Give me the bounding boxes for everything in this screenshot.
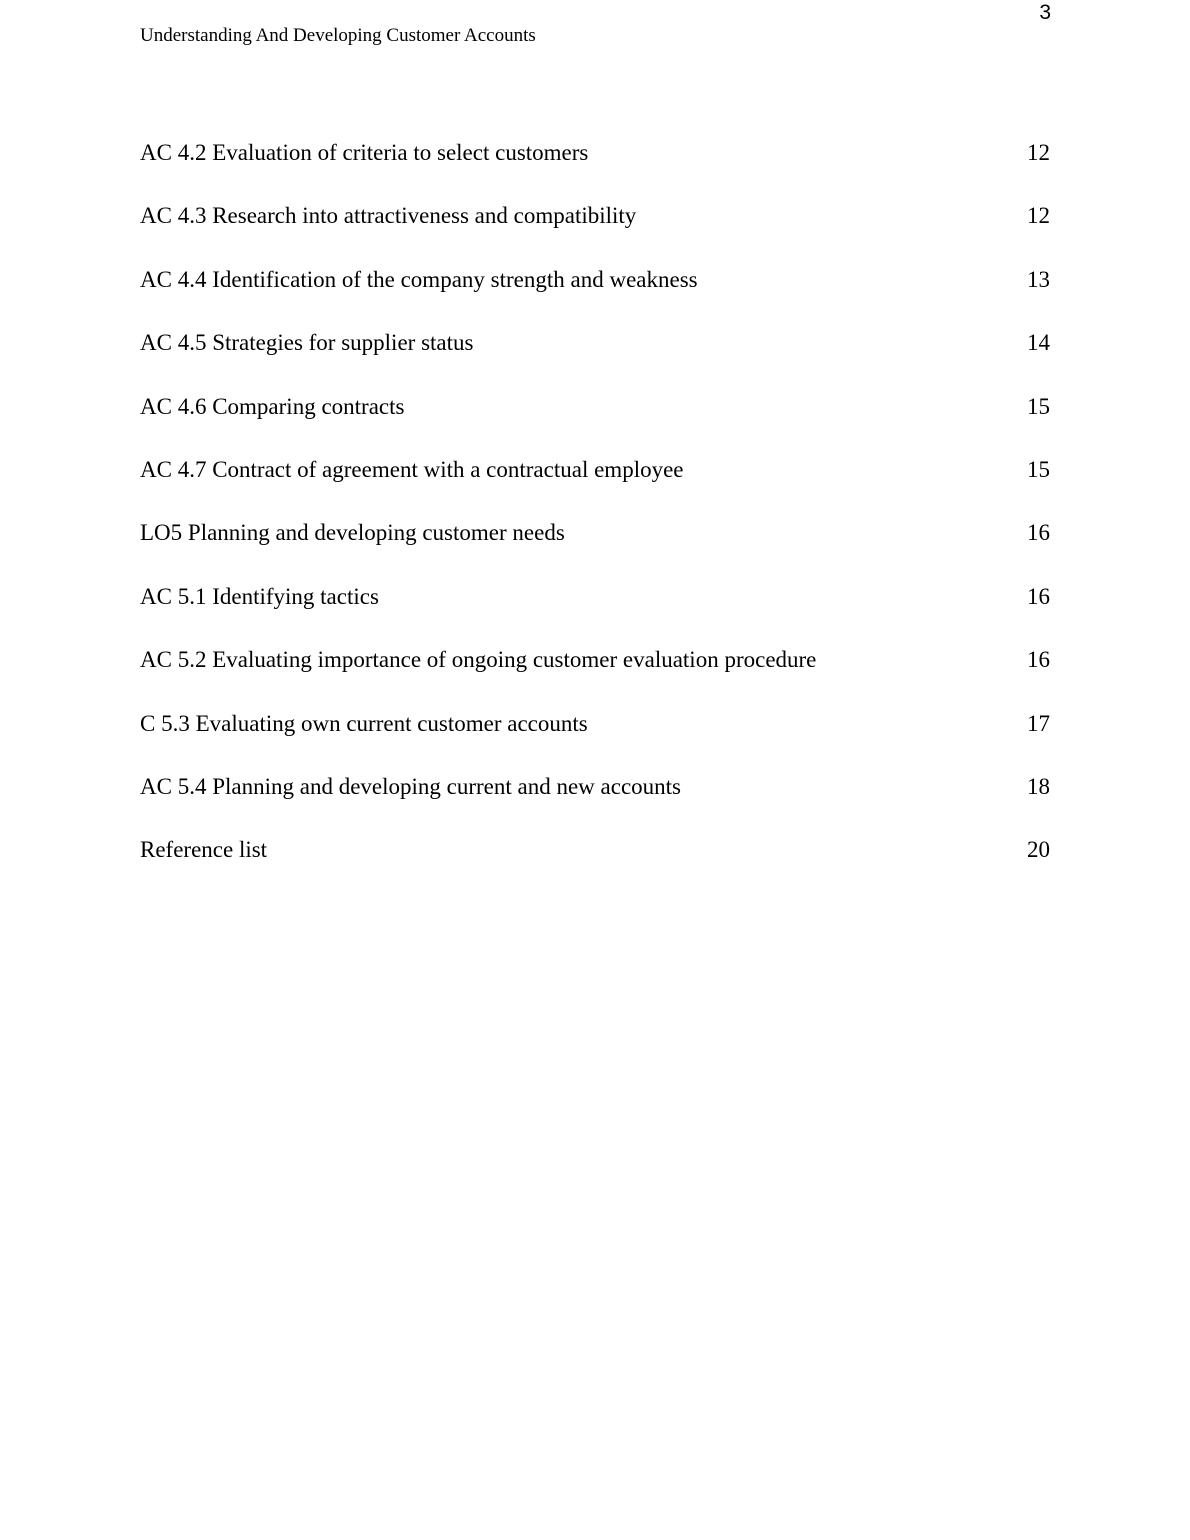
toc-entry[interactable] bbox=[140, 517, 1050, 580]
toc-entry-page: 14 bbox=[1027, 327, 1050, 359]
toc-entry-title: Reference list bbox=[140, 837, 268, 863]
toc-entry[interactable] bbox=[140, 771, 1050, 834]
toc-entry[interactable] bbox=[140, 834, 1050, 897]
toc-entry-page: 17 bbox=[1027, 708, 1050, 740]
toc-entry-title: LO5 Planning and developing customer needs bbox=[140, 520, 565, 546]
toc-entry-title: AC 5.4 Planning and developing current and new accounts bbox=[140, 773, 682, 799]
toc-entry-page: 16 bbox=[1027, 581, 1050, 613]
toc-entry[interactable] bbox=[140, 137, 1050, 200]
toc-entry-page: 12 bbox=[1027, 200, 1050, 232]
toc-entry-page: 13 bbox=[1027, 264, 1050, 296]
toc-entry-page: 15 bbox=[1027, 391, 1050, 423]
toc-entry-title: AC 4.3 Research into attractiveness and compatibility bbox=[140, 203, 637, 229]
table-of-contents bbox=[140, 137, 1050, 898]
toc-entry-title: AC 4.4 Identification of the company strength and weakness bbox=[140, 266, 698, 292]
toc-entry[interactable] bbox=[140, 200, 1050, 263]
toc-entry-page: 20 bbox=[1027, 834, 1050, 866]
toc-entry[interactable] bbox=[140, 327, 1050, 390]
toc-entry[interactable] bbox=[140, 454, 1050, 517]
toc-entry-title: AC 4.6 Comparing contracts bbox=[140, 393, 405, 419]
toc-entry-title: AC 5.1 Identifying tactics bbox=[140, 583, 379, 609]
toc-entry[interactable] bbox=[140, 581, 1050, 644]
running-header-title: Understanding And Developing Customer Accounts bbox=[140, 25, 536, 46]
toc-entry-title: AC 4.5 Strategies for supplier status bbox=[140, 330, 474, 356]
toc-entry-title: AC 5.2 Evaluating importance of ongoing customer evaluation procedure bbox=[140, 647, 817, 673]
toc-entry[interactable] bbox=[140, 708, 1050, 771]
page-number: 3 bbox=[1039, 1, 1051, 24]
toc-entry-title: AC 4.2 Evaluation of criteria to select customers bbox=[140, 140, 589, 165]
toc-entry-page: 15 bbox=[1027, 454, 1050, 486]
toc-entry-title: AC 4.7 Contract of agreement with a contractual employee bbox=[140, 456, 684, 482]
toc-entry-page: 12 bbox=[1027, 137, 1050, 169]
toc-entry-page: 16 bbox=[1027, 644, 1050, 676]
toc-entry-page: 16 bbox=[1027, 517, 1050, 549]
toc-entry-page: 18 bbox=[1027, 771, 1050, 803]
toc-entry[interactable] bbox=[140, 391, 1050, 454]
toc-entry-title: C 5.3 Evaluating own current customer accounts bbox=[140, 710, 588, 736]
toc-entry[interactable] bbox=[140, 264, 1050, 327]
toc-entry[interactable] bbox=[140, 644, 1050, 707]
